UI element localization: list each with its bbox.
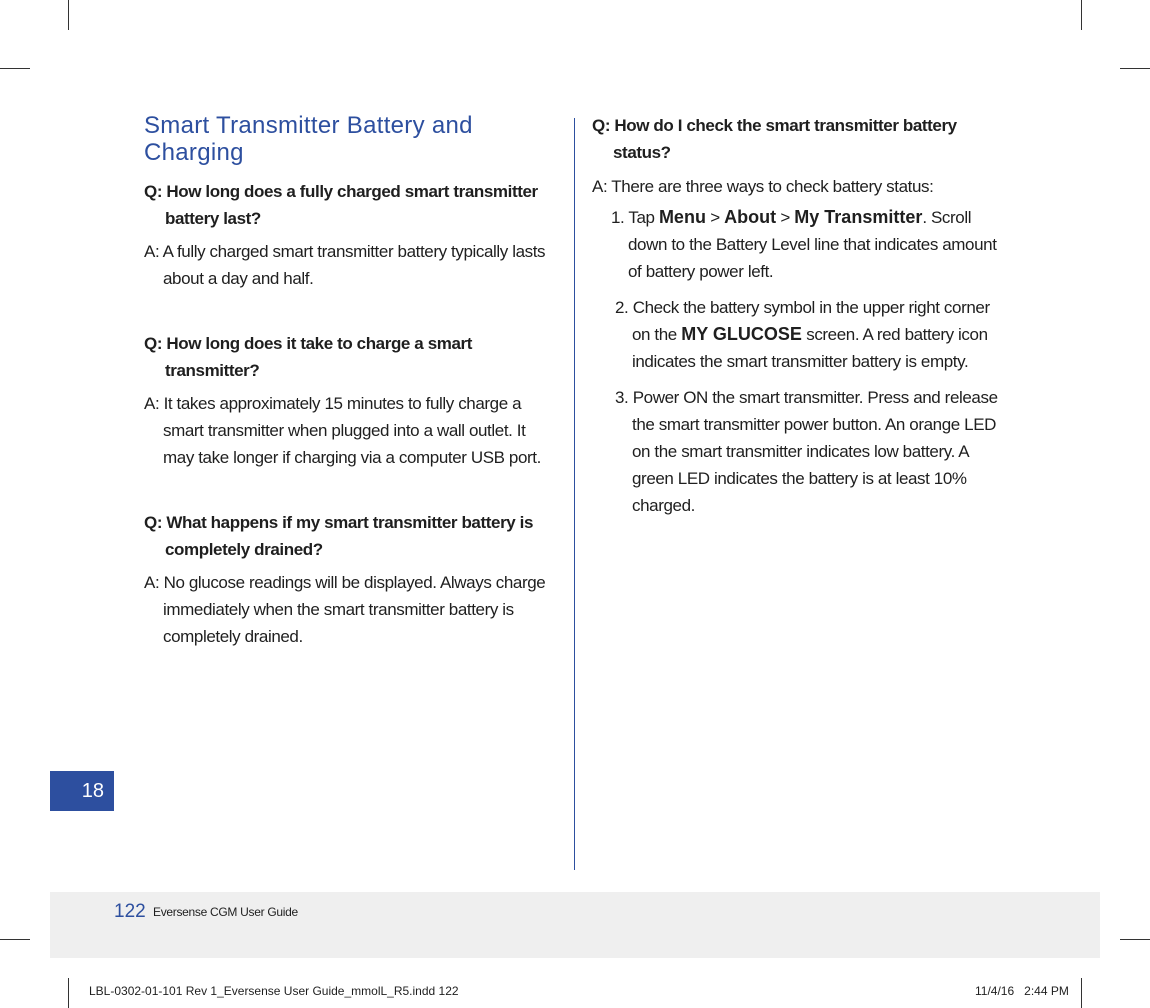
crop-mark: [68, 978, 69, 1008]
question: Q: What happens if my smart transmitter battery is completely drained?: [144, 513, 534, 559]
crop-mark: [0, 939, 30, 940]
answer-intro: A: There are three ways to check battery status:: [592, 177, 934, 196]
step-3: 3. Power ON the smart transmitter. Press and release the smart transmitter power button. An orange LED on the smart transmitter indicates low battery. A green LED indicates the battery is at least 10% charged.: [615, 388, 998, 515]
footer-band: [50, 892, 1100, 958]
answer: A: No glucose readings will be displayed. Always charge immediately when the smart transmitter battery is completely drained.: [144, 573, 546, 646]
slug-date: 11/4/16 2:44 PM: [975, 984, 1069, 998]
right-column: [592, 112, 1012, 528]
my-transmitter-label: My Transmitter: [794, 207, 923, 227]
steps-list: [592, 204, 1012, 519]
qa-item: [144, 178, 556, 292]
crop-mark: [0, 68, 30, 69]
qa-item: [144, 330, 556, 471]
about-label: About: [724, 207, 777, 227]
separator: >: [705, 208, 725, 227]
crop-mark: [1120, 939, 1150, 940]
crop-mark: [1120, 68, 1150, 69]
step-text: screen. A red battery icon indicates the smart transmitter battery is empty.: [632, 325, 988, 371]
step-text: 1. Tap: [611, 208, 659, 227]
qa-item: [144, 509, 556, 650]
question: Q: How long does a fully charged smart transmitter battery last?: [144, 182, 538, 228]
step-text: . Scroll down to the Battery Level line that indicates amount of battery power left.: [628, 208, 997, 281]
step-1: [592, 204, 1012, 285]
section-title: Smart Transmitter Battery and Charging: [144, 112, 473, 166]
my-glucose-label: MY GLUCOSE: [681, 324, 802, 344]
section-tab: 18: [50, 771, 114, 811]
crop-mark: [1081, 0, 1082, 30]
separator: >: [776, 208, 795, 227]
page-number: 122: [114, 901, 146, 922]
question: Q: How long does it take to charge a smart transmitter?: [144, 334, 472, 380]
crop-mark: [68, 0, 69, 30]
question: Q: How do I check the smart transmitter battery status?: [592, 116, 957, 162]
step-text: 2. Check the battery symbol in the upper right corner on the: [615, 298, 990, 344]
answer: A: A fully charged smart transmitter battery typically lasts about a day and half.: [144, 242, 546, 288]
step-2: [592, 294, 1012, 375]
slug-file: LBL-0302-01-101 Rev 1_Eversense User Guide_mmolL_R5.indd 122: [89, 984, 459, 998]
menu-label: Menu: [658, 207, 706, 227]
guide-title: Eversense CGM User Guide: [153, 905, 298, 919]
crop-mark: [1081, 978, 1082, 1008]
left-column: [144, 112, 556, 675]
answer: A: It takes approximately 15 minutes to fully charge a smart transmitter when plugged into a wall outlet. It may take longer if charging via a computer USB port.: [144, 394, 541, 467]
column-divider: [574, 118, 575, 870]
